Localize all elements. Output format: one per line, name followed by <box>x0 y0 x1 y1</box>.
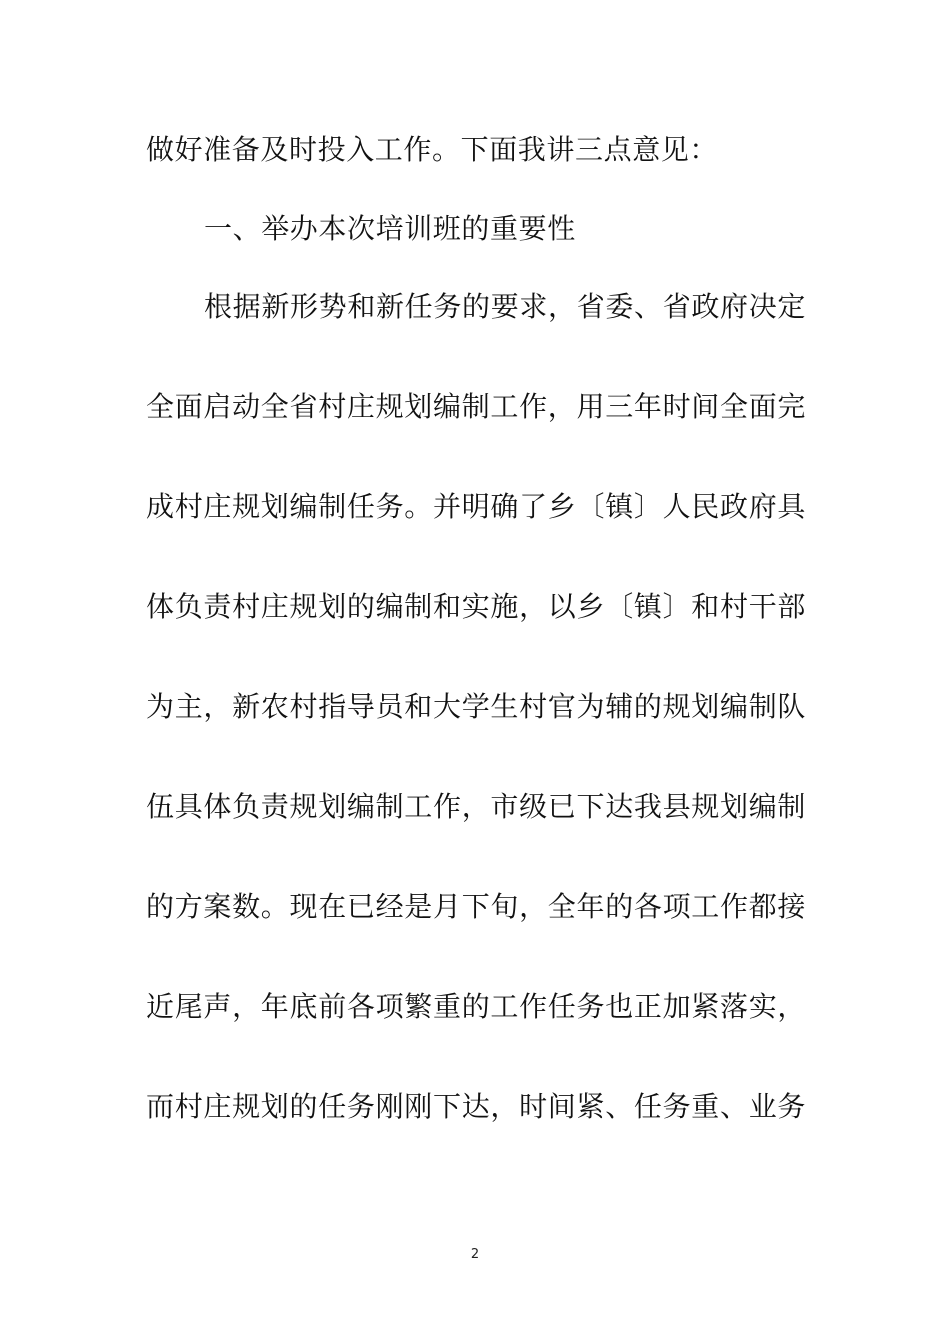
text-line-7: 为主，新农村指导员和大学生村官为辅的规划编制队 <box>146 690 806 723</box>
text-line-9: 的方案数。现在已经是月下旬，全年的各项工作都接 <box>146 890 806 923</box>
text-line-1: 做好准备及时投入工作。下面我讲三点意见： <box>146 133 719 166</box>
page-number: 2 <box>470 1247 480 1262</box>
text-line-5: 成村庄规划编制任务。并明确了乡〔镇〕人民政府具 <box>146 490 806 523</box>
text-line-4: 全面启动全省村庄规划编制工作，用三年时间全面完 <box>146 390 806 423</box>
text-line-10: 近尾声，年底前各项繁重的工作任务也正加紧落实， <box>146 990 806 1023</box>
text-line-3: 根据新形势和新任务的要求，省委、省政府决定 <box>204 290 806 323</box>
text-line-11: 而村庄规划的任务刚刚下达，时间紧、任务重、业务 <box>146 1090 806 1123</box>
section-heading: 一、举办本次培训班的重要性 <box>204 212 576 245</box>
text-line-8: 伍具体负责规划编制工作，市级已下达我县规划编制 <box>146 790 806 823</box>
text-line-6: 体负责村庄规划的编制和实施，以乡〔镇〕和村干部 <box>146 590 806 623</box>
